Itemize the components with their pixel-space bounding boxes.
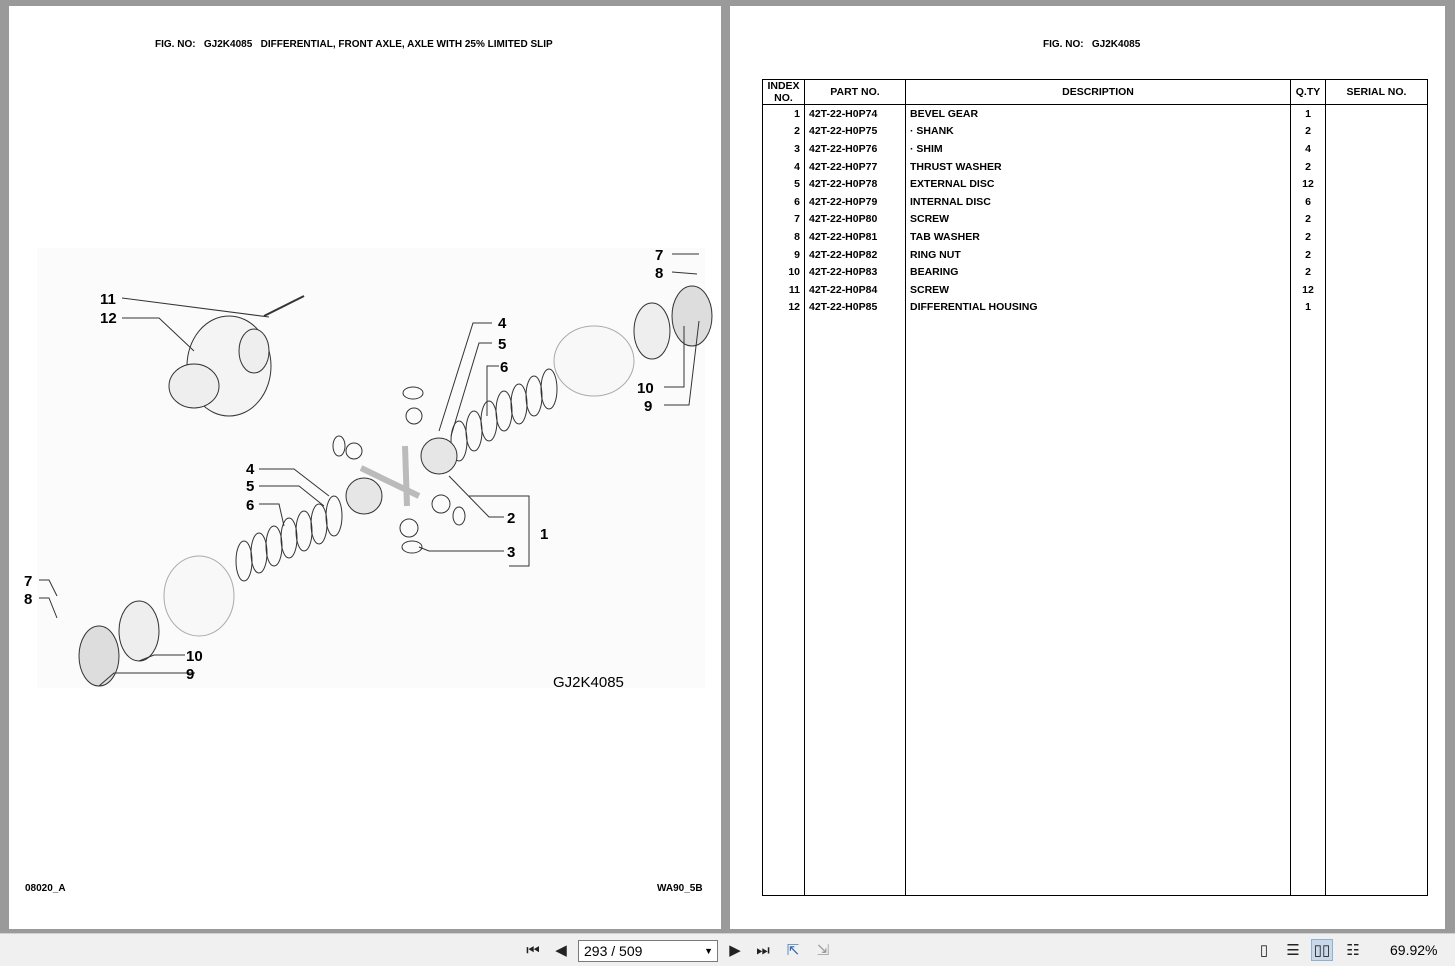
cell-part-no: 42T-22-H0P82 — [805, 246, 906, 264]
cell-index: 10 — [763, 263, 805, 281]
cell-qty: 2 — [1291, 123, 1326, 141]
cell-description: · SHANK — [906, 123, 1291, 141]
callout-label: 8 — [655, 265, 664, 282]
cell-qty: 2 — [1291, 228, 1326, 246]
footer-right: WA90_5B — [657, 883, 703, 894]
cell-index: 3 — [763, 140, 805, 158]
cell-part-no: 42T-22-H0P78 — [805, 175, 906, 193]
cell-part-no: 42T-22-H0P85 — [805, 299, 906, 317]
cell-description: DIFFERENTIAL HOUSING — [906, 299, 1291, 317]
cell-part-no: 42T-22-H0P80 — [805, 211, 906, 229]
cell-index: 5 — [763, 175, 805, 193]
callout-label: 5 — [498, 336, 507, 353]
col-header-qty: Q.TY — [1291, 80, 1326, 105]
callout-label: 3 — [507, 544, 516, 561]
cell-description: THRUST WASHER — [906, 158, 1291, 176]
table-row — [763, 228, 1428, 246]
cell-description: · SHIM — [906, 140, 1291, 158]
table-row — [763, 123, 1428, 141]
exploded-diagram — [9, 6, 721, 929]
two-page-continuous-icon[interactable]: ☷ — [1346, 942, 1360, 959]
cell-qty: 2 — [1291, 158, 1326, 176]
prev-page-icon[interactable]: ◀ — [555, 942, 567, 959]
cell-description: INTERNAL DISC — [906, 193, 1291, 211]
cell-index: 1 — [763, 105, 805, 123]
col-header-index: INDEX NO. — [763, 80, 805, 105]
first-page-icon[interactable]: ⏮ — [526, 941, 540, 959]
cell-qty: 6 — [1291, 193, 1326, 211]
cell-qty: 2 — [1291, 211, 1326, 229]
cell-index: 4 — [763, 158, 805, 176]
callout-label: 2 — [507, 510, 516, 527]
callout-label: 1 — [540, 526, 549, 543]
figure-title: FIG. NO: GJ2K4085 — [1043, 39, 1141, 50]
cell-serial — [1326, 158, 1428, 176]
cell-description: EXTERNAL DISC — [906, 175, 1291, 193]
single-page-icon[interactable]: ▯ — [1259, 942, 1269, 959]
cell-index: 11 — [763, 281, 805, 299]
cell-qty: 12 — [1291, 281, 1326, 299]
cell-serial — [1326, 299, 1428, 317]
cell-qty: 12 — [1291, 175, 1326, 193]
col-header-description: DESCRIPTION — [906, 80, 1291, 105]
cell-description: TAB WASHER — [906, 228, 1291, 246]
cell-index: 2 — [763, 123, 805, 141]
cell-index: 8 — [763, 228, 805, 246]
cell-qty: 1 — [1291, 299, 1326, 317]
chevron-down-icon: ▼ — [704, 946, 713, 956]
cell-part-no: 42T-22-H0P75 — [805, 123, 906, 141]
page-indicator: 293 / 509 — [584, 943, 643, 959]
cell-serial — [1326, 281, 1428, 299]
table-header-row — [763, 80, 1428, 105]
cell-qty: 1 — [1291, 105, 1326, 123]
cell-serial — [1326, 123, 1428, 141]
cell-part-no: 42T-22-H0P76 — [805, 140, 906, 158]
table-row — [763, 158, 1428, 176]
next-page-icon[interactable]: ▶ — [729, 942, 741, 959]
callout-label: 11 — [100, 291, 116, 308]
cell-description: BEVEL GEAR — [906, 105, 1291, 123]
cell-qty: 4 — [1291, 140, 1326, 158]
table-row — [763, 263, 1428, 281]
last-page-icon[interactable]: ⏭ — [756, 941, 770, 959]
cell-index: 12 — [763, 299, 805, 317]
cell-part-no: 42T-22-H0P81 — [805, 228, 906, 246]
col-header-part: PART NO. — [805, 80, 906, 105]
cell-part-no: 42T-22-H0P83 — [805, 263, 906, 281]
cell-serial — [1326, 175, 1428, 193]
two-page-icon[interactable]: ▯▯ — [1311, 939, 1333, 961]
table-row — [763, 175, 1428, 193]
table-row — [763, 105, 1428, 123]
cell-serial — [1326, 140, 1428, 158]
viewer-toolbar — [0, 933, 1455, 966]
cell-description: SCREW — [906, 281, 1291, 299]
cell-serial — [1326, 228, 1428, 246]
col-header-serial: SERIAL NO. — [1326, 80, 1428, 105]
table-row — [763, 211, 1428, 229]
cell-part-no: 42T-22-H0P79 — [805, 193, 906, 211]
callout-label: 7 — [24, 573, 33, 590]
cell-part-no: 42T-22-H0P77 — [805, 158, 906, 176]
figure-title: FIG. NO: GJ2K4085 DIFFERENTIAL, FRONT AXLE, AXLE WITH 25% LIMITED SLIP — [155, 39, 553, 50]
table-row — [763, 299, 1428, 317]
right-page — [730, 6, 1445, 929]
page-number-select[interactable] — [578, 940, 718, 962]
callout-label: 9 — [186, 666, 195, 683]
export-icon[interactable]: ⇱ — [786, 942, 800, 959]
table-row — [763, 193, 1428, 211]
cell-qty: 2 — [1291, 263, 1326, 281]
parts-table — [762, 79, 1428, 896]
callout-label: 10 — [637, 380, 654, 397]
table-row — [763, 246, 1428, 264]
cell-part-no: 42T-22-H0P84 — [805, 281, 906, 299]
cell-serial — [1326, 211, 1428, 229]
footer-left: 08020_A — [25, 883, 66, 894]
continuous-icon[interactable]: ☰ — [1286, 942, 1300, 959]
cell-index: 6 — [763, 193, 805, 211]
cell-serial — [1326, 246, 1428, 264]
cell-index: 7 — [763, 211, 805, 229]
cell-serial — [1326, 263, 1428, 281]
zoom-level[interactable]: 69.92% — [1390, 942, 1438, 958]
table-row — [763, 281, 1428, 299]
table-filler-row — [763, 316, 1428, 895]
cell-description: RING NUT — [906, 246, 1291, 264]
callout-label: 6 — [500, 359, 509, 376]
cell-serial — [1326, 105, 1428, 123]
callout-label: 8 — [24, 591, 33, 608]
cell-part-no: 42T-22-H0P74 — [805, 105, 906, 123]
cell-qty: 2 — [1291, 246, 1326, 264]
callout-label: 5 — [246, 478, 255, 495]
import-icon[interactable]: ⇲ — [816, 942, 830, 959]
callout-label: 4 — [498, 315, 507, 332]
callout-label: 12 — [100, 310, 117, 327]
left-page — [9, 6, 721, 929]
callout-label: 4 — [246, 461, 255, 478]
callout-label: 10 — [186, 648, 203, 665]
cell-index: 9 — [763, 246, 805, 264]
cell-description: SCREW — [906, 211, 1291, 229]
callout-label: 6 — [246, 497, 255, 514]
cell-serial — [1326, 193, 1428, 211]
table-row — [763, 140, 1428, 158]
figure-label: GJ2K4085 — [553, 674, 624, 691]
callout-label: 7 — [655, 247, 664, 264]
cell-description: BEARING — [906, 263, 1291, 281]
callout-label: 9 — [644, 398, 653, 415]
